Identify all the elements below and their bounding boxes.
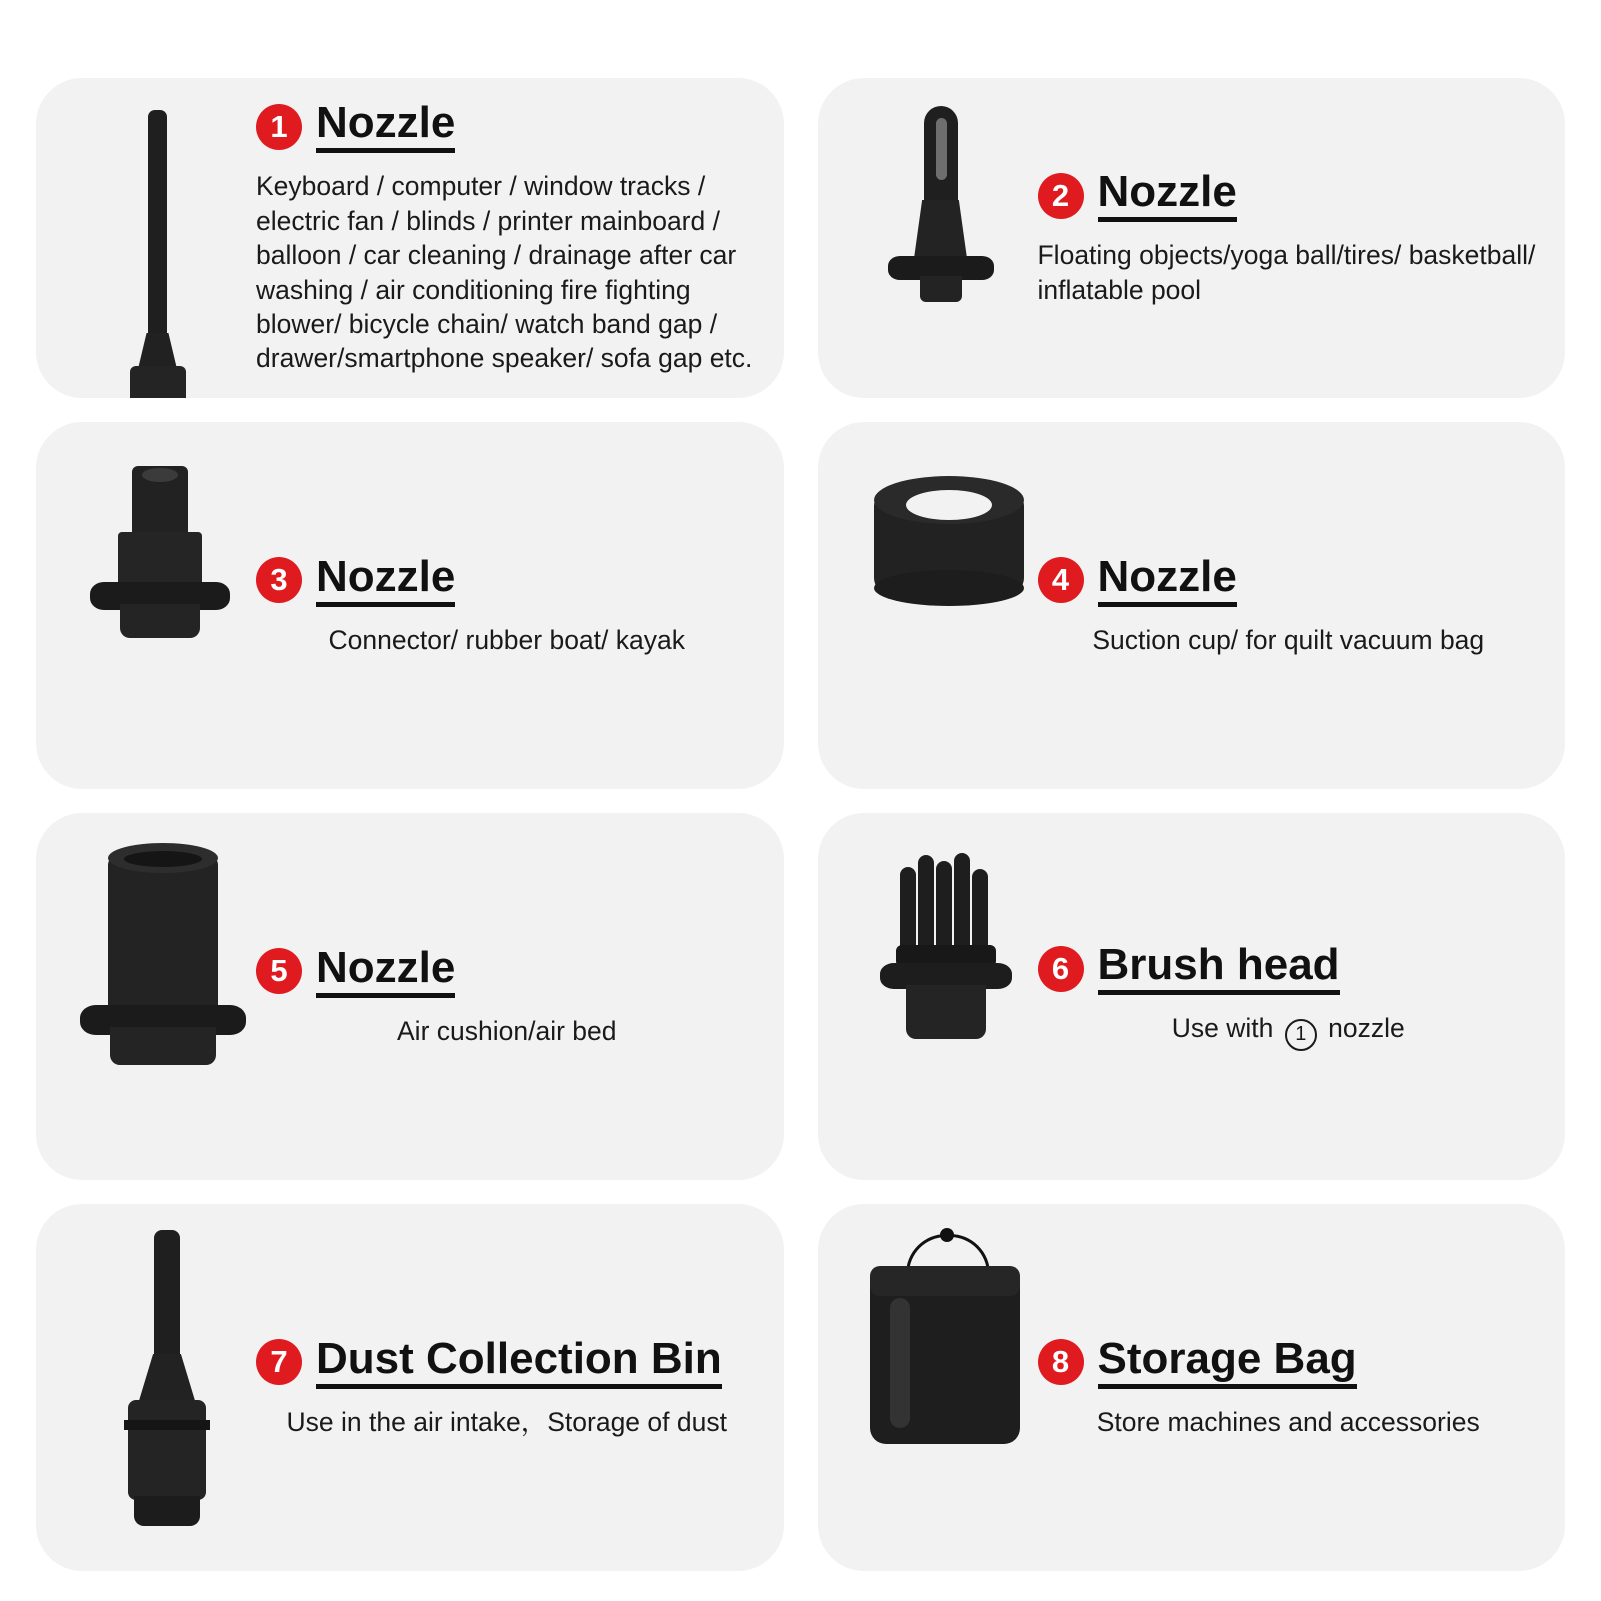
accessory-desc-6-after: nozzle: [1328, 1013, 1405, 1044]
accessory-text-7: [252, 1333, 758, 1440]
accessory-card-1: [36, 78, 784, 398]
accessory-title-3: Nozzle: [316, 554, 455, 607]
accessory-card-6: [818, 813, 1566, 1180]
accessory-desc-6: [1038, 1011, 1540, 1051]
badge-number-4: 4: [1038, 557, 1084, 603]
badge-number-6: 6: [1038, 946, 1084, 992]
accessory-desc-7: Use in the air intake，Storage of dust: [286, 1406, 727, 1437]
accessory-title-2: Nozzle: [1098, 169, 1237, 222]
badge-number-7: 7: [256, 1339, 302, 1385]
accessory-card-7: [36, 1204, 784, 1571]
accessory-text-2: [1034, 166, 1540, 307]
badge-number-8: 8: [1038, 1339, 1084, 1385]
thin-nozzle-icon: [62, 88, 252, 388]
accessory-text-1: [252, 100, 758, 376]
inline-number-circle: 1: [1285, 1019, 1317, 1051]
accessory-title-8: Storage Bag: [1098, 1336, 1357, 1389]
accessory-card-4: [818, 422, 1566, 789]
inflator-nozzle-icon: [844, 88, 1034, 388]
badge-number-3: 3: [256, 557, 302, 603]
storage-bag-icon: [844, 1214, 1034, 1561]
accessory-grid: [36, 78, 1565, 1571]
accessory-title-5: Nozzle: [316, 945, 455, 998]
accessory-title-6: Brush head: [1098, 942, 1340, 995]
badge-number-5: 5: [256, 948, 302, 994]
wide-nozzle-icon: [62, 823, 252, 1170]
accessory-text-6: [1034, 939, 1540, 1051]
accessory-desc-2: Floating objects/yoga ball/tires/ basketball/ inflatable pool: [1037, 240, 1536, 305]
accessory-desc-1: Keyboard / computer / window tracks / electric fan / blinds / printer mainboard / balloon / car cleaning / drainage after car washing / air conditioning fire fighting blower/ bicycle chain/ watch band gap / drawer/smartphone speaker/ sofa gap etc.: [256, 171, 753, 374]
accessory-desc-6-before: Use with: [1171, 1013, 1274, 1044]
accessory-card-5: [36, 813, 784, 1180]
dust-bin-icon: [62, 1214, 252, 1561]
brush-head-icon: [844, 823, 1034, 1170]
accessory-title-4: Nozzle: [1098, 554, 1237, 607]
accessory-desc-8: Store machines and accessories: [1096, 1406, 1480, 1437]
accessory-text-8: [1034, 1333, 1540, 1440]
accessory-card-2: [818, 78, 1566, 398]
connector-nozzle-icon: [62, 432, 252, 779]
accessory-desc-4: Suction cup/ for quilt vacuum bag: [1092, 624, 1485, 655]
accessory-card-3: [36, 422, 784, 789]
accessory-title-1: Nozzle: [316, 100, 455, 153]
suction-cup-icon: [844, 432, 1034, 779]
accessory-desc-3: Connector/ rubber boat/ kayak: [328, 624, 685, 655]
badge-number-2: 2: [1038, 173, 1084, 219]
accessory-card-8: [818, 1204, 1566, 1571]
badge-number-1: 1: [256, 104, 302, 150]
accessory-desc-5: Air cushion/air bed: [397, 1015, 617, 1046]
accessory-text-4: [1034, 551, 1540, 658]
accessory-text-3: [252, 551, 758, 658]
accessory-text-5: [252, 942, 758, 1049]
accessory-title-7: Dust Collection Bin: [316, 1336, 722, 1389]
